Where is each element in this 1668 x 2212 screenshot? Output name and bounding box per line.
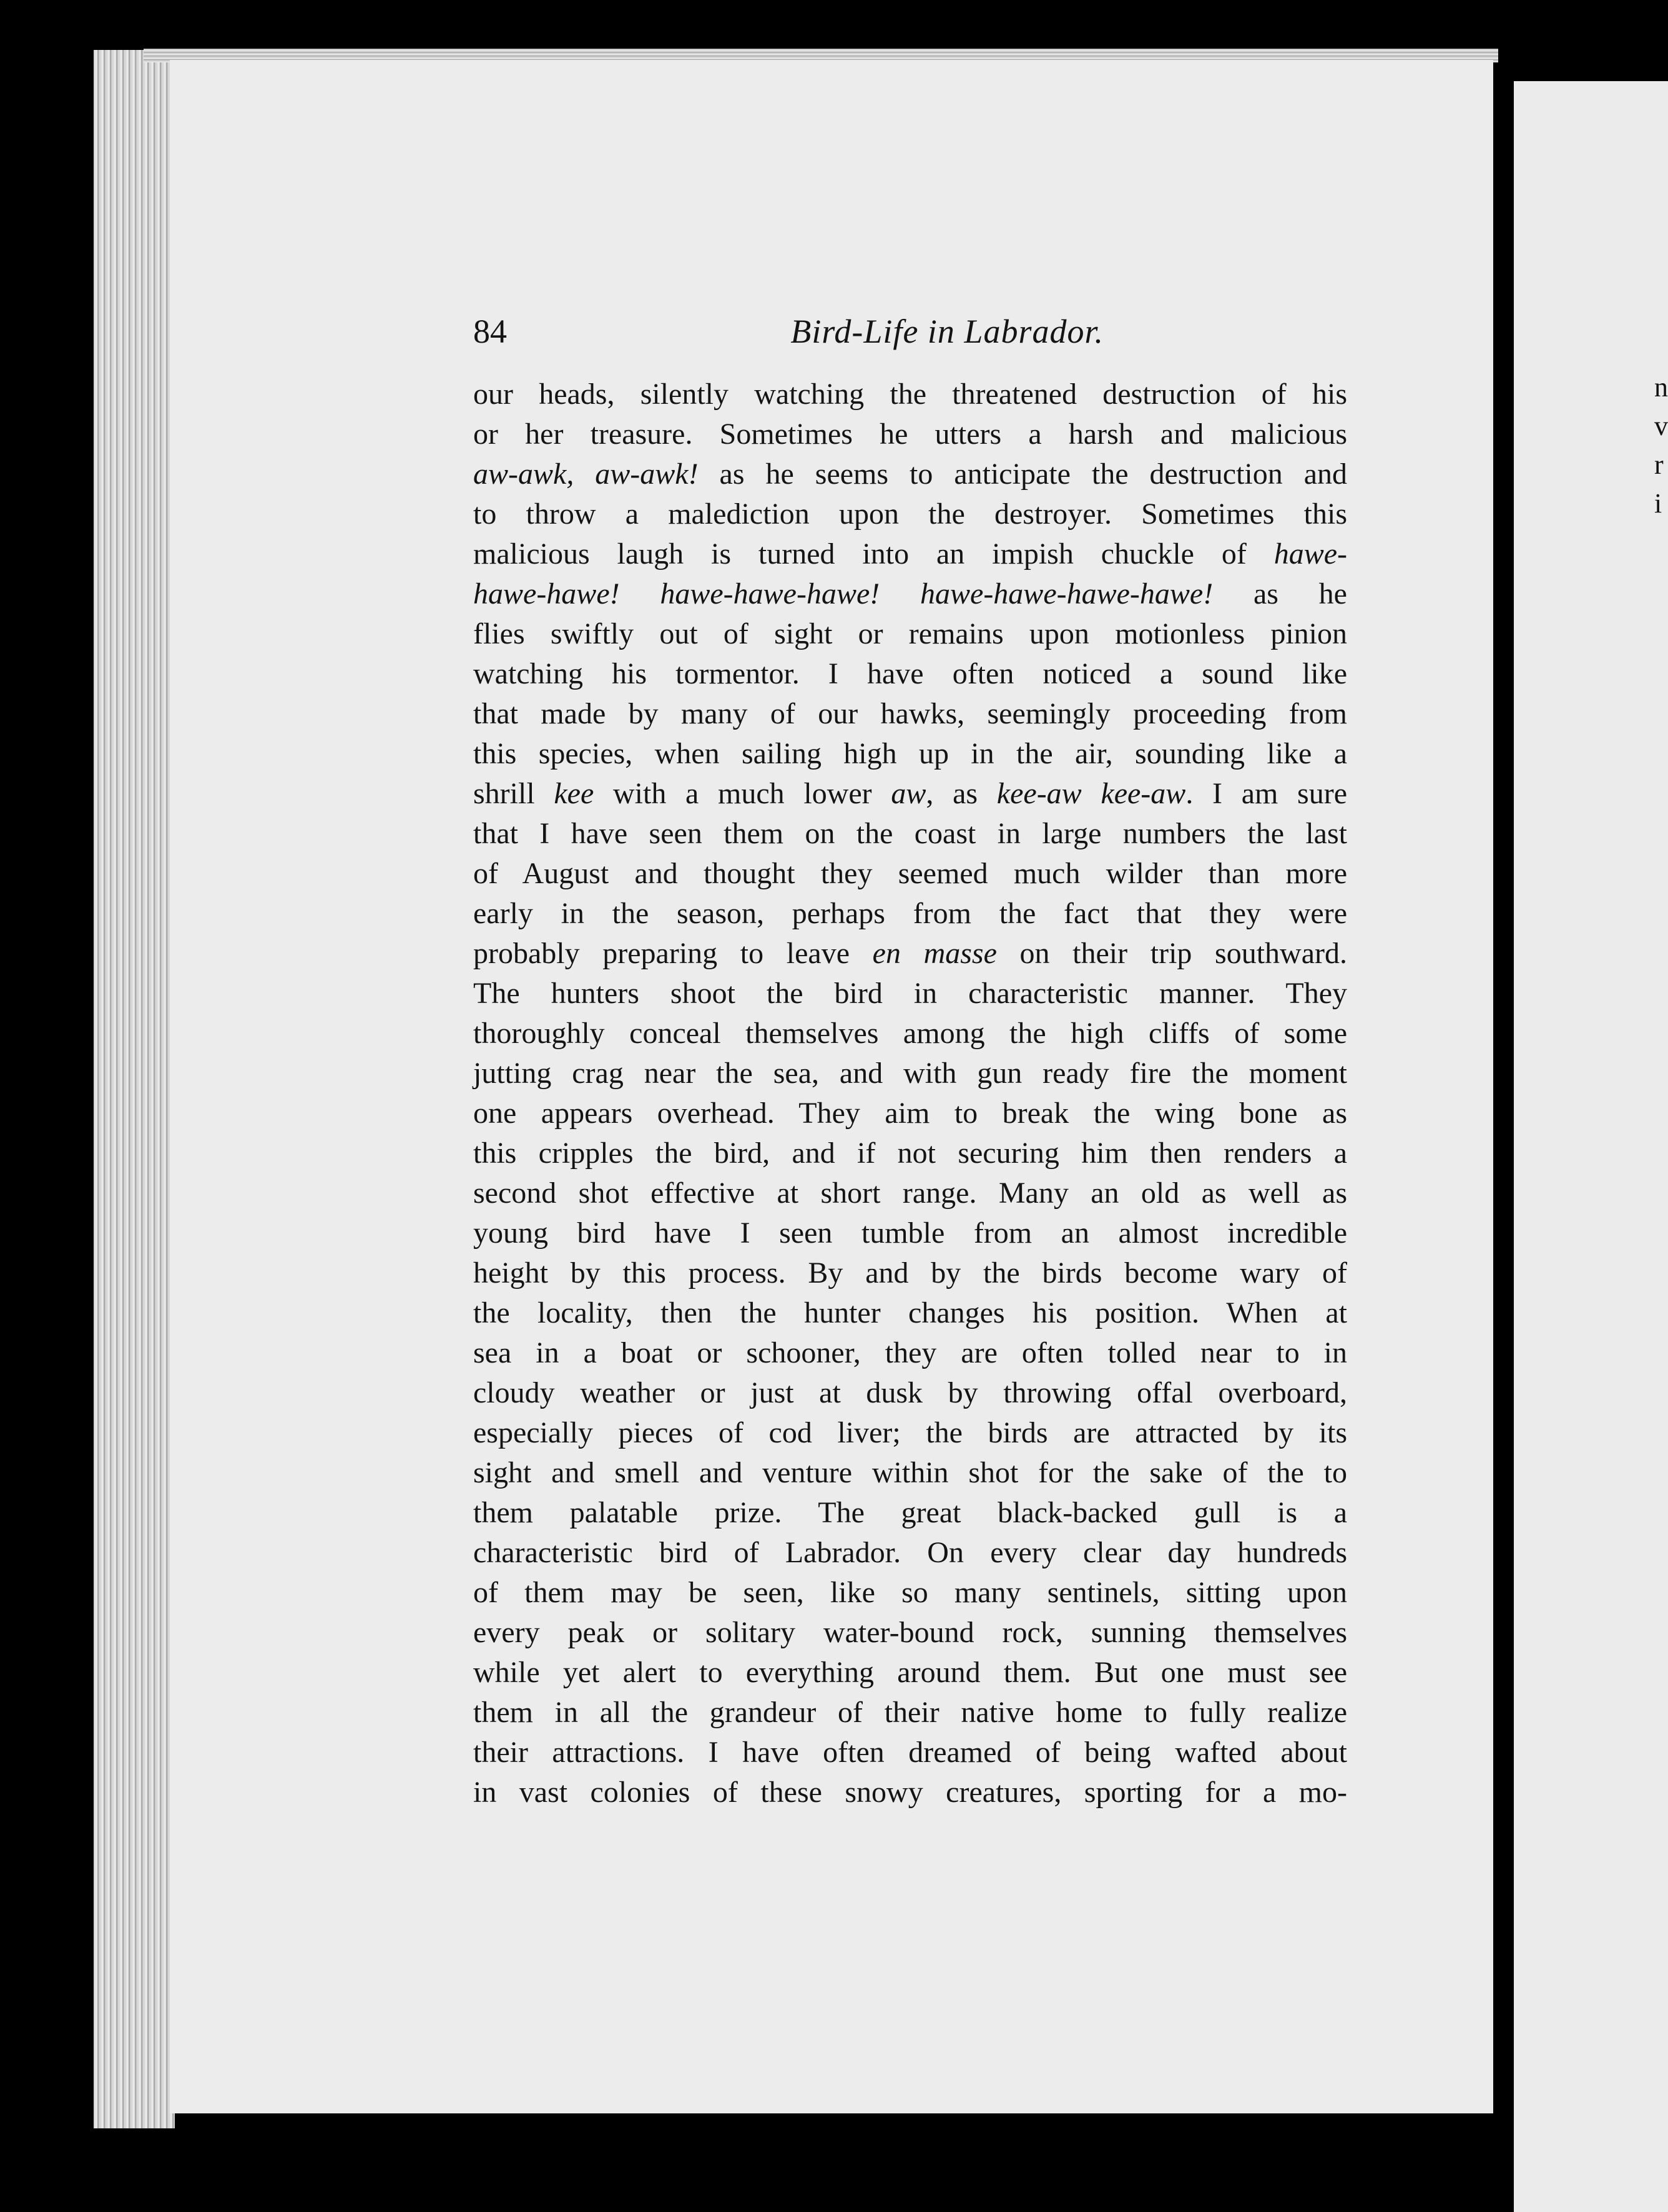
text-line: sight and smell and venture within shot for the sake of the to (473, 1456, 1347, 1489)
text-line: this species, when sailing high up in the air, sounding like a (473, 737, 1347, 770)
text-line: malicious laugh is turned into an impish chuckle of hawe- (473, 537, 1347, 570)
text-line: while yet alert to everything around them. But one must see (473, 1656, 1347, 1689)
text-line: characteristic bird of Labrador. On every clear day hundreds (473, 1536, 1347, 1569)
text-line: to throw a malediction upon the destroyer. Sometimes this (473, 497, 1347, 531)
text-line: one appears overhead. They aim to break the wing bone as (473, 1097, 1347, 1130)
text-line: The hunters shoot the bird in characteristic manner. They (473, 977, 1347, 1010)
text-line: cloudy weather or just at dusk by throwing offal overboard, (473, 1376, 1347, 1409)
text-line: watching his tormentor. I have often noticed a sound like (473, 657, 1347, 690)
facing-page-letters (1654, 368, 1667, 523)
text-line: this cripples the bird, and if not securing him then renders a (473, 1137, 1347, 1170)
facing-page-sliver (1514, 81, 1668, 2212)
text-line: of them may be seen, like so many sentinels, sitting upon (473, 1576, 1347, 1609)
text-line: every peak or solitary water-bound rock, sunning themselves (473, 1616, 1347, 1649)
text-line: of August and thought they seemed much wilder than more (473, 857, 1347, 890)
text-line: them in all the grandeur of their native home to fully realize (473, 1696, 1347, 1729)
text-line: sea in a boat or schooner, they are often tolled near to in (473, 1336, 1347, 1369)
text-line: that made by many of our hawks, seemingly proceeding from (473, 697, 1347, 730)
text-line: shrill kee with a much lower aw, as kee-aw kee-aw. I am sure (473, 777, 1348, 810)
text-line: our heads, silently watching the threatened destruction of his (473, 378, 1347, 411)
text-line: aw-awk, aw-awk! as he seems to anticipate the destruction and (473, 458, 1348, 491)
page-number: 84 (473, 313, 507, 350)
text-line: hawe-hawe! hawe-hawe-hawe! hawe-hawe-hawe-hawe! as he (473, 577, 1347, 610)
text-line: second shot effective at short range. Many an old as well as (473, 1177, 1347, 1210)
text-line: thoroughly conceal themselves among the high cliffs of some (473, 1017, 1347, 1050)
text-line: young bird have I seen tumble from an almost incredible (473, 1216, 1347, 1250)
text-line: that I have seen them on the coast in large numbers the last (473, 817, 1347, 850)
running-header (473, 312, 1104, 362)
facing-letter: r (1654, 449, 1664, 480)
text-line: early in the season, perhaps from the fact that they were (473, 897, 1347, 930)
text-line: flies swiftly out of sight or remains upon motionless pinion (473, 617, 1347, 650)
book-page-edges (94, 50, 175, 2128)
facing-letter: i (1654, 488, 1662, 519)
running-title: Bird-Life in Labrador. (790, 313, 1104, 350)
text-line: the locality, then the hunter changes his position. When at (473, 1296, 1347, 1329)
text-line: height by this process. By and by the birds become wary of (473, 1256, 1347, 1290)
facing-letter: v (1654, 411, 1668, 441)
text-line: in vast colonies of these snowy creatures, sporting for a mo- (473, 1776, 1347, 1809)
facing-letter: n (1654, 372, 1668, 403)
text-line: especially pieces of cod liver; the birds are attracted by its (473, 1416, 1347, 1449)
text-line: their attractions. I have often dreamed of being wafted about (473, 1736, 1347, 1769)
text-line: or her treasure. Sometimes he utters a harsh and malicious (473, 418, 1347, 451)
text-line: probably preparing to leave en masse on their trip southward. (473, 937, 1347, 970)
text-line: jutting crag near the sea, and with gun ready fire the moment (473, 1057, 1347, 1090)
body-text (473, 374, 1347, 1813)
text-line: them palatable prize. The great black-backed gull is a (473, 1496, 1347, 1529)
